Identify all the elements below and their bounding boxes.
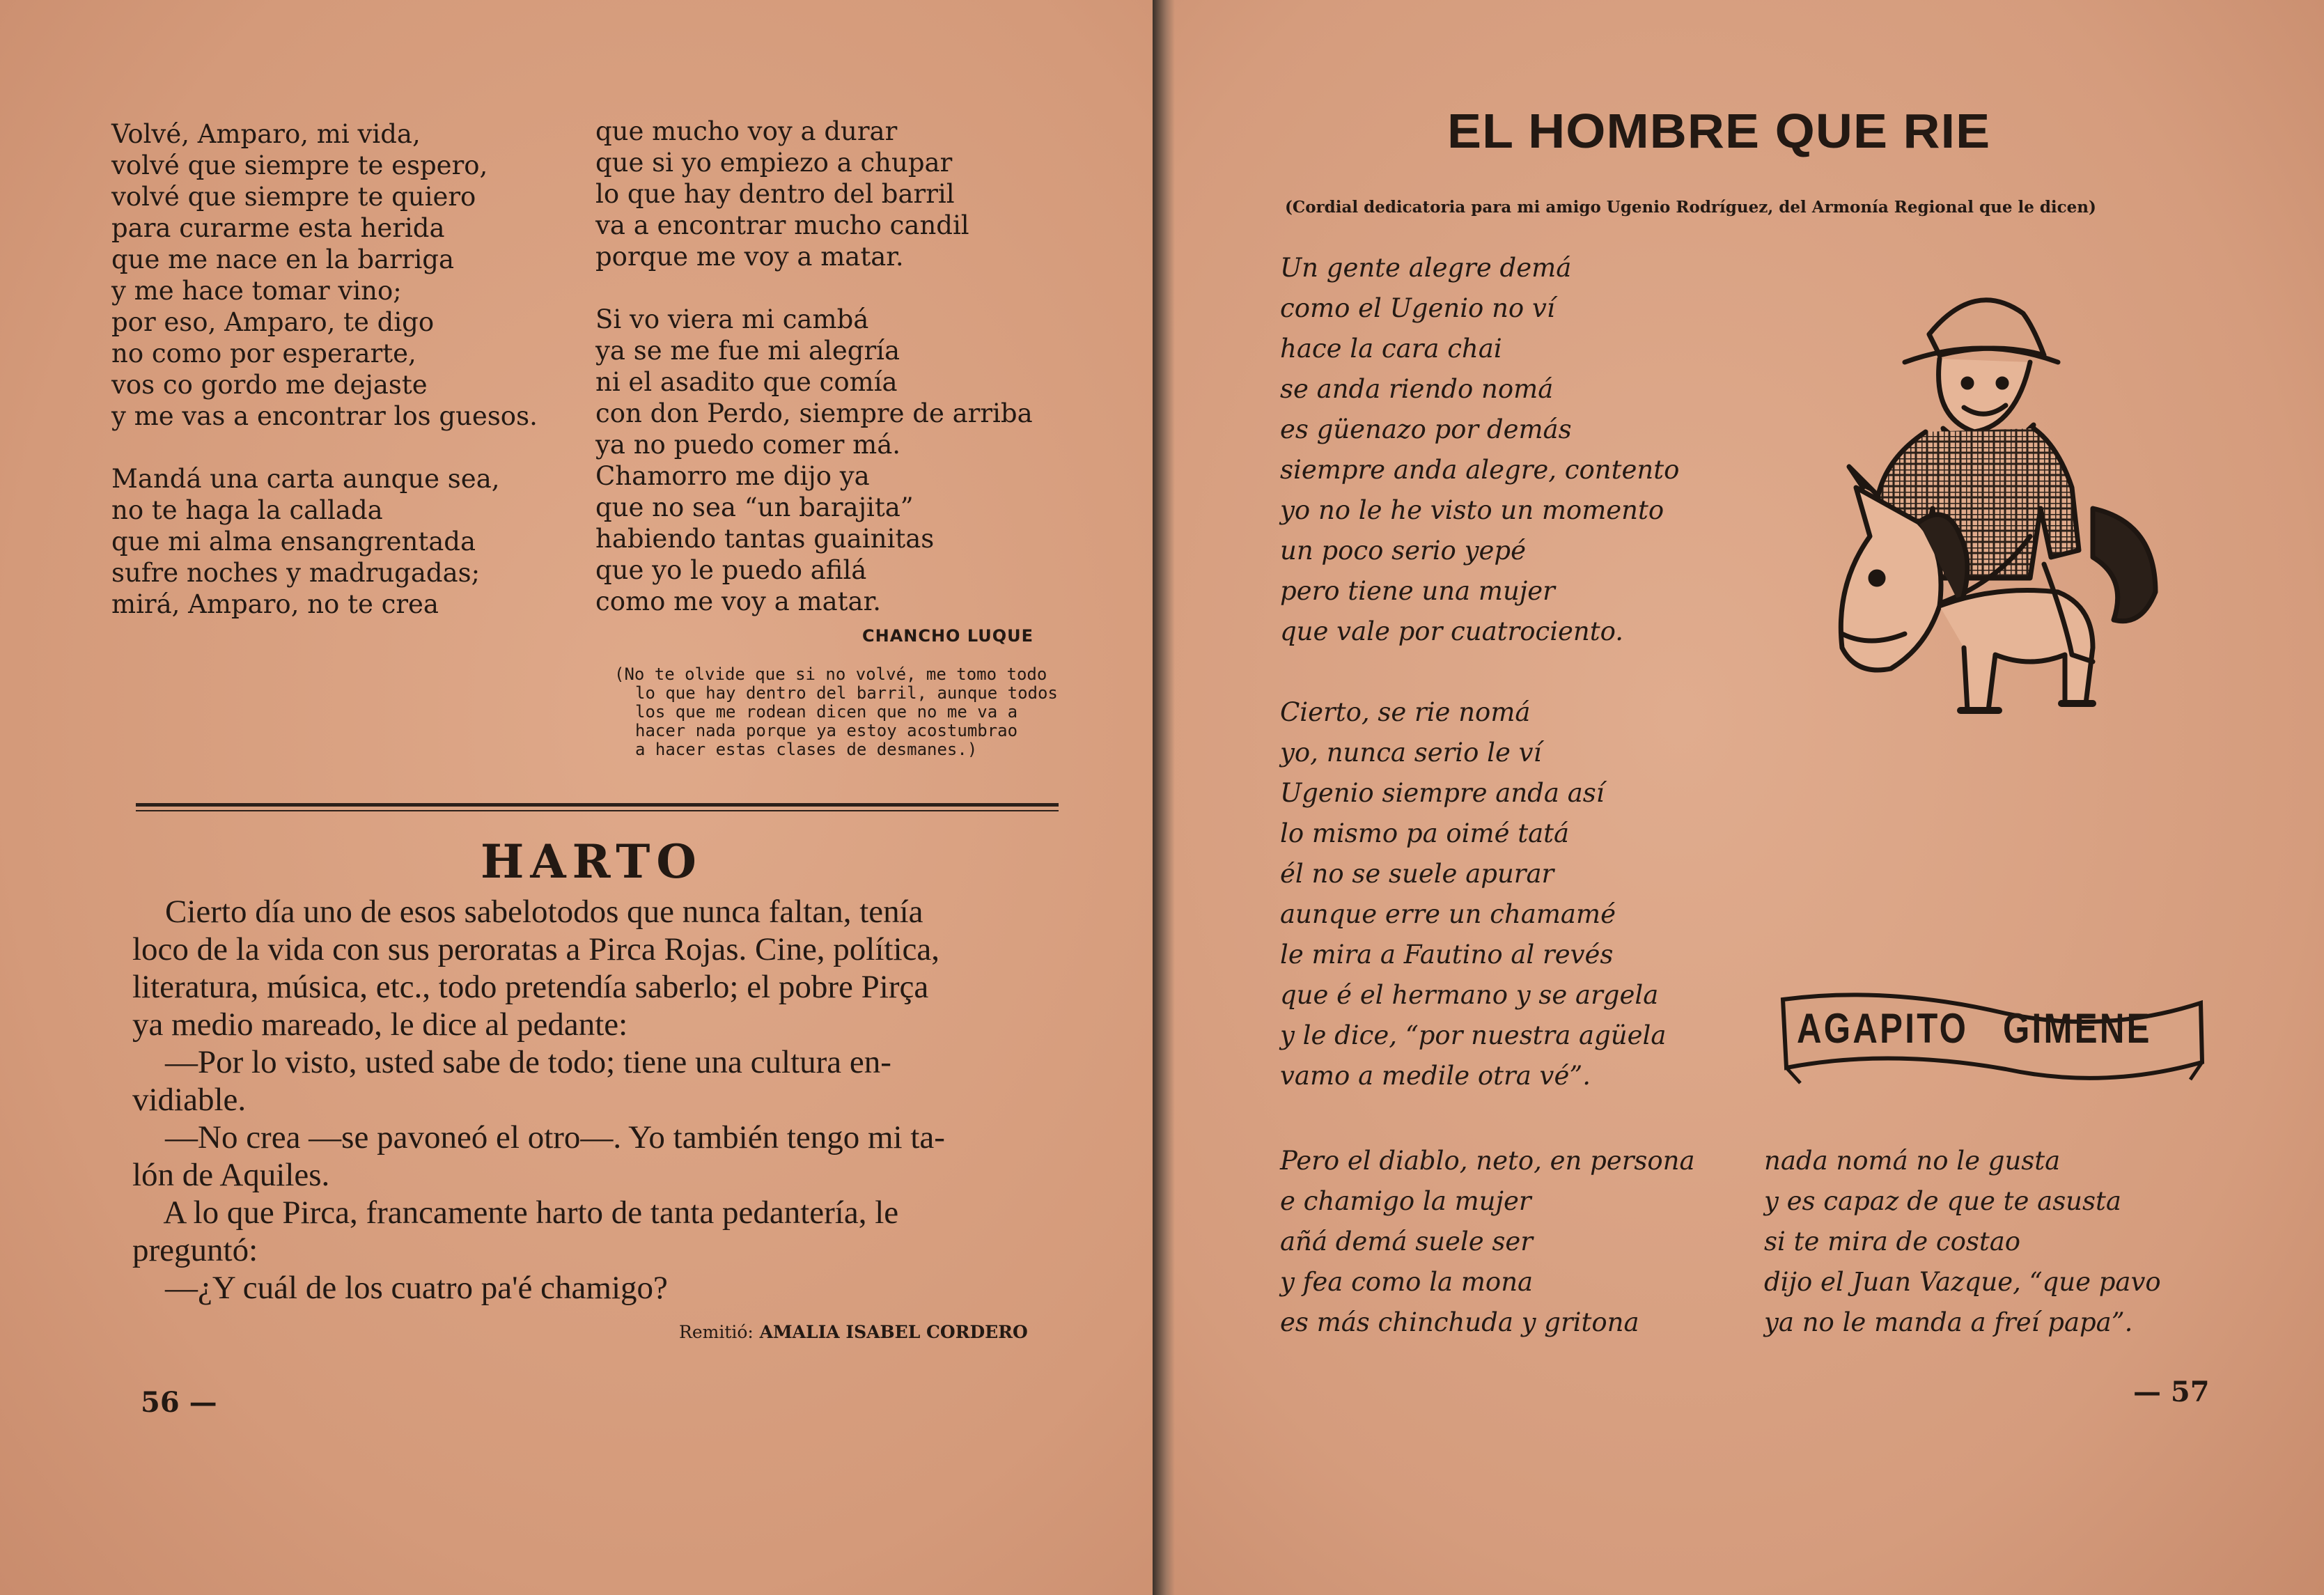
harto-line: lón de Aquiles. — [132, 1157, 330, 1193]
poem-column-1 — [111, 118, 538, 620]
poem-note — [614, 665, 1058, 759]
note-line: lo que hay dentro del barril, aunque todos — [635, 683, 1058, 703]
poem-right-stanza3-col1 — [1280, 1141, 1695, 1343]
poem-line: y me vas a encontrar los guesos. — [111, 401, 538, 431]
poem-line: yo no le he visto un momento — [1280, 495, 1664, 525]
poem-line: y fea como la mona — [1280, 1267, 1534, 1297]
poem-line: vamo a medile otra vé”. — [1280, 1061, 1591, 1091]
poem-line: va a encontrar mucho candil — [595, 210, 969, 240]
note-line: hacer nada porque ya estoy acostumbrao — [635, 721, 1018, 740]
poem-line: que mi alma ensangrentada — [111, 527, 476, 557]
poem-line: es más chinchuda y gritona — [1280, 1307, 1639, 1337]
harto-line: loco de la vida con sus peroratas a Pirca Rojas. Cine, política, — [132, 931, 940, 967]
dedication: (Cordial dedicatoria para mi amigo Ugenio Rodríguez, del Armonía Regional que le dicen) — [1285, 198, 2096, 217]
poem-line: Si vo viera mi cambá — [595, 304, 869, 334]
poem-line: vos co gordo me dejaste — [111, 370, 428, 400]
harto-line: Cierto día uno de esos sabelotodos que nunca faltan, tenía — [132, 894, 923, 930]
banner-text: AGAPITO GIMENE — [1797, 1005, 2152, 1052]
divider-rule — [136, 810, 1059, 811]
poem-line: ya no le manda a freí papa”. — [1764, 1307, 2133, 1337]
poem-line: Pero el diablo, neto, en persona — [1280, 1146, 1695, 1176]
harto-line: —No crea —se pavoneó el otro—. Yo también tengo mi ta- — [132, 1119, 945, 1156]
poem-line: por eso, Amparo, te digo — [111, 307, 435, 337]
harto-line: A lo que Pirca, francamente harto de tanta pedantería, le — [132, 1195, 899, 1231]
page-number-right: — 57 — [2133, 1376, 2210, 1408]
poem-line: no te haga la callada — [111, 495, 383, 525]
harto-title: HARTO — [481, 834, 703, 889]
poem-line: lo mismo pa oimé tatá — [1280, 818, 1570, 848]
poem-line: ya no puedo comer má. — [595, 430, 901, 460]
poem-line: como me voy a matar. — [595, 586, 881, 616]
poem-line: que me nace en la barriga — [111, 244, 455, 274]
poem-line: y le dice, “por nuestra agüela — [1280, 1020, 1667, 1050]
cowboy-on-horse-illustration — [1765, 258, 2211, 745]
poem-line: e chamigo la mujer — [1280, 1186, 1531, 1216]
harto-line: vidiable. — [132, 1082, 247, 1118]
harto-line: literatura, música, etc., todo pretendía saberlo; el pobre Pirça — [132, 969, 929, 1005]
poem-column-2 — [595, 116, 1033, 617]
poem-line: habiendo tantas guainitas — [595, 524, 935, 554]
harto-line: —¿Y cuál de los cuatro pa'é chamigo? — [132, 1270, 668, 1306]
poem-line: se anda riendo nomá — [1280, 374, 1554, 404]
poem-right-stanzas — [1280, 248, 1679, 1096]
poem-line: ya se me fue mi alegría — [595, 336, 900, 366]
remitio-label: Remitió: — [679, 1322, 754, 1342]
poem-line: porque me voy a matar. — [595, 242, 904, 272]
poem-line: hace la cara chai — [1280, 334, 1502, 364]
poem-line: él no se suele apurar — [1280, 859, 1554, 889]
poem-line: volvé que siempre te quiero — [111, 182, 476, 212]
poem-right-stanza3-col2 — [1764, 1141, 2161, 1343]
harto-line: preguntó: — [132, 1232, 258, 1268]
poem-line: un poco serio yepé — [1280, 536, 1526, 566]
poem-line: añá demá suele ser — [1280, 1227, 1533, 1256]
poem-line: con don Perdo, siempre de arriba — [595, 398, 1033, 428]
poem-line: que vale por cuatrociento. — [1280, 616, 1624, 646]
poem-line: le mira a Fautino al revés — [1280, 940, 1614, 970]
page-number-left: 56 — — [141, 1386, 217, 1419]
poem-line: pero tiene una mujer — [1280, 576, 1555, 606]
poem-line: volvé que siempre te espero, — [111, 150, 488, 180]
poem-line: Chamorro me dijo ya — [595, 461, 870, 491]
poem-line: yo, nunca serio le ví — [1280, 738, 1542, 768]
harto-line: ya medio mareado, le dice al pedante: — [132, 1006, 628, 1043]
poem-line: que no sea “un barajita” — [595, 492, 914, 522]
poem-line: no como por esperarte, — [111, 339, 416, 368]
note-line: los que me rodean dicen que no me va a — [635, 702, 1018, 722]
poem-line: Ugenio siempre anda así — [1280, 778, 1605, 808]
poem-line: que é el hermano y se argela — [1280, 980, 1659, 1010]
poem-line: Cierto, se rie nomá — [1280, 697, 1531, 727]
poem-line: como el Ugenio no ví — [1280, 293, 1555, 323]
poem-line: aunque erre un chamamé — [1280, 899, 1616, 929]
poem-line: ni el asadito que comía — [595, 367, 898, 397]
right-page-title: EL HOMBRE QUE RIE — [1447, 104, 1991, 158]
harto-body — [132, 893, 1069, 1307]
note-line: (No te olvide que si no volvé, me tomo todo — [614, 664, 1047, 684]
poem-line: Volvé, Amparo, mi vida, — [111, 119, 421, 149]
poem-line: que yo le puedo afilá — [595, 555, 867, 585]
poem-line: Un gente alegre demá — [1280, 253, 1572, 283]
note-line: a hacer estas clases de desmanes.) — [635, 740, 978, 759]
poem-line: dijo el Juan Vazque, “que pavo — [1764, 1267, 2161, 1297]
remitio-signature — [679, 1322, 1028, 1342]
poem-line: y me hace tomar vino; — [111, 276, 402, 306]
harto-line: —Por lo visto, usted sabe de todo; tiene una cultura en- — [132, 1044, 891, 1080]
poem-line: sufre noches y madrugadas; — [111, 558, 481, 588]
divider-rule — [136, 803, 1059, 807]
poem-line: si te mira de costao — [1764, 1227, 2021, 1256]
book-gutter — [1153, 0, 1175, 1595]
poem-line: que si yo empiezo a chupar — [595, 148, 953, 178]
poem-line: lo que hay dentro del barril — [595, 179, 955, 209]
poem-line: mirá, Amparo, no te crea — [111, 589, 439, 619]
poem-line: y es capaz de que te asusta — [1764, 1186, 2121, 1216]
poem-line: siempre anda alegre, contento — [1280, 455, 1680, 485]
poem-line: nada nomá no le gusta — [1764, 1146, 2061, 1176]
poem-line: Mandá una carta aunque sea, — [111, 464, 500, 494]
poem-line: para curarme esta herida — [111, 213, 445, 243]
poem-line: es güenazo por demás — [1280, 414, 1572, 444]
poem-signature: CHANCHO LUQUE — [862, 626, 1034, 646]
remitio-name: AMALIA ISABEL CORDERO — [759, 1322, 1028, 1342]
poem-line: que mucho voy a durar — [595, 116, 898, 146]
